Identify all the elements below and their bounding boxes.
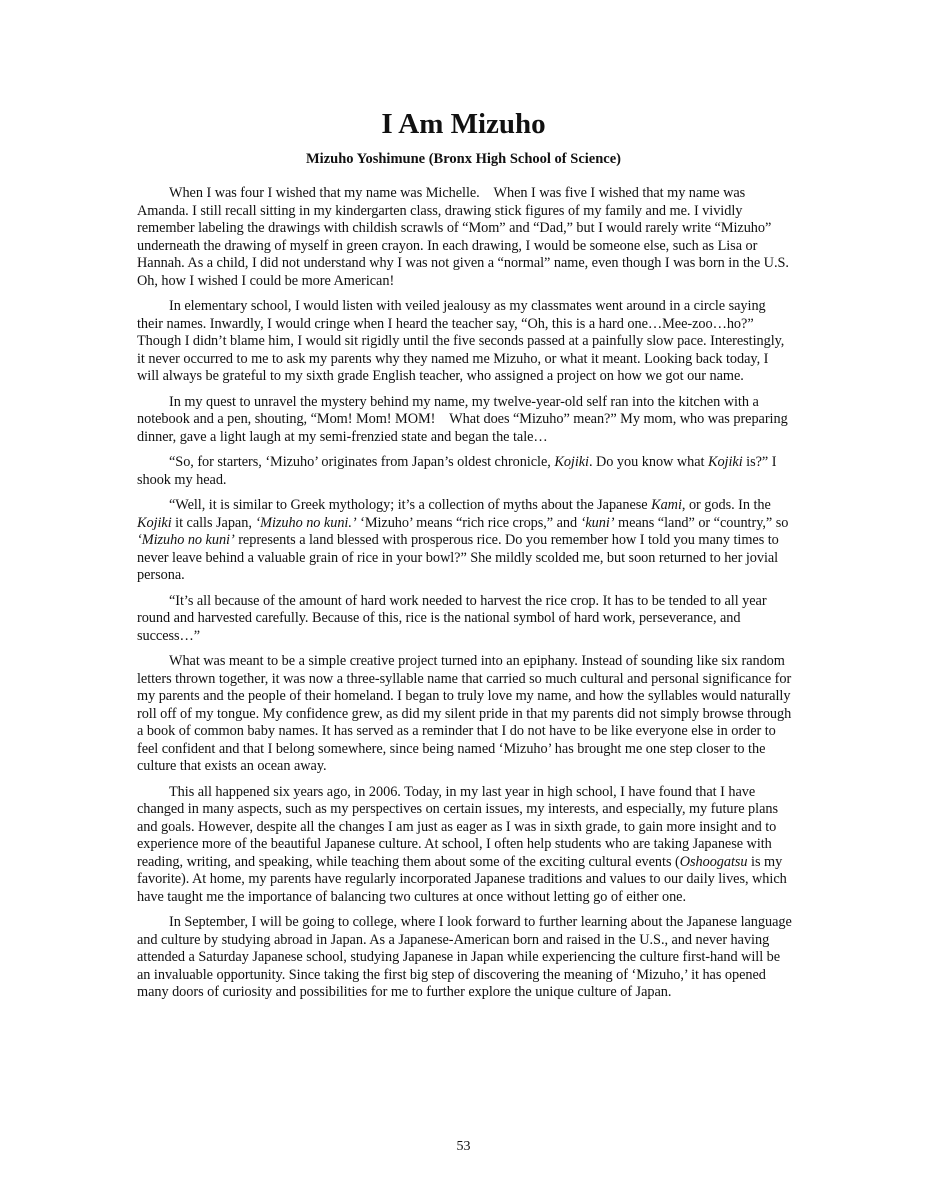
page-number: 53	[456, 1139, 471, 1154]
text-run: . Do you know what	[588, 454, 708, 470]
text-run: “It’s all because of the amount of hard work needed to harvest the rice crop. It has to be tended to all year round and harvested carefully. Because of this, rice is the national symbol of hard work, perseverance, and success…”	[137, 592, 767, 644]
text-run: means “land” or “country,” so	[614, 514, 789, 531]
italic-text-run: Kojiki	[707, 454, 743, 470]
paragraph-7	[137, 653, 792, 776]
italic-text-run: Kami	[651, 497, 682, 513]
italic-text-run: Kojiki	[554, 454, 589, 470]
italic-text-run: ‘Mizuho no kuni’	[137, 532, 235, 548]
text-run: This all happened six years ago, in 2006. Today, in my last year in high school, I have found that I have changed in many aspects, such as my perspectives on certain issues, my interests, and especially, my future plans and goals. However, despite all the changes I am just as eager as I was in sixth grade, to gain more insight and to experience more of the beautiful Japanese culture. At school, I often help students who are taking Japanese with reading, writing, and speaking, while teaching them about some of the exciting cultural events (	[137, 783, 778, 870]
paragraph-4	[137, 454, 792, 489]
paragraph-3	[137, 394, 792, 447]
text-run: , or gods. In the	[681, 497, 771, 513]
italic-text-run: ‘Mizuho no kuni.’	[255, 514, 357, 531]
essay-body	[137, 185, 792, 1010]
italic-text-run: Oshoogatsu	[679, 853, 748, 870]
text-run: represents a land blessed with prosperous rice. Do you remember how I told you many times to never leave behind a valuable grain of rice in your bowl?” She mildly scolded me, but soon returned to her jovial persona.	[137, 532, 779, 583]
paragraph-1	[137, 185, 792, 290]
author-byline: Mizuho Yoshimune (Bronx High School of Science)	[306, 151, 621, 167]
text-run: “Well, it is similar to Greek mythology; it’s a collection of myths about the Japanese	[169, 497, 652, 513]
text-run: is my favorite). At home, my parents have regularly incorporated Japanese traditions and values to our daily lives, which have taught me the importance of balancing two cultures at once without letting go of either one.	[137, 853, 787, 905]
paragraph-6	[137, 593, 792, 646]
text-run: In September, I will be going to college, where I look forward to further learning about the Japanese language and culture by studying abroad in Japan. As a Japanese-American born and raised in the U.S., and never having attended a Saturday Japanese school, studying Japanese in Japan while experiencing the culture first-hand will be an invaluable opportunity. Since taking the first big step of discovering the meaning of ‘Mizuho,’ it has opened many doors of curiosity and possibilities for me to further explore the unique culture of Japan.	[137, 914, 792, 1000]
paragraph-5	[137, 497, 792, 585]
paragraph-8	[137, 784, 792, 907]
text-run: In my quest to unravel the mystery behind my name, my twelve-year-old self ran into the kitchen with a notebook and a pen, shouting, “Mom! Mom! MOM! What does “Mizuho” mean?” My mom, who was preparing dinner, gave a light laugh at my semi-frenzied state and began the tale…	[137, 393, 788, 445]
text-run: When I was four I wished that my name was Michelle. When I was five I wished that my name was Amanda. I still recall sitting in my kindergarten class, drawing stick figures of my family and me. I vividly remember labeling the drawings with childish scrawls of “Mom” and “Dad,” but I would rarely write “Mizuho” underneath the drawing of myself in green crayon. In each drawing, I would be someone else, such as Lisa or Hannah. As a child, I did not understand why I was not given a “normal” name, even though I was born in the U.S. Oh, how I wished I could be more American!	[137, 185, 789, 289]
paragraph-9	[137, 914, 792, 1002]
text-run: “So, for starters, ‘Mizuho’ originates from Japan’s oldest chronicle,	[169, 454, 555, 470]
text-run: it calls Japan,	[171, 514, 256, 531]
italic-text-run: Kojiki	[137, 514, 172, 531]
text-run: ‘Mizuho’ means “rich rice crops,” and	[356, 514, 581, 531]
text-run: is?” I shook my head.	[137, 454, 777, 488]
essay-title: I Am Mizuho	[381, 108, 546, 140]
paragraph-2	[137, 298, 792, 386]
italic-text-run: ‘kuni’	[580, 514, 615, 531]
text-run: In elementary school, I would listen with veiled jealousy as my classmates went around in a circle saying their names. Inwardly, I would cringe when I heard the teacher say, “Oh, this is a hard one…Mee-zoo…ho?” Though I didn’t blame him, I would sit rigidly until the five seconds passed at a painfully slow pace. Interestingly, it never occurred to me to ask my parents why they named me Mizuho, or what it meant. Looking back today, I will always be grateful to my sixth grade English teacher, who assigned a project on how we got our name.	[137, 298, 785, 384]
text-run: What was meant to be a simple creative project turned into an epiphany. Instead of sounding like six random letters thrown together, it was now a three-syllable name that carried so much cultural and personal significance for my parents and the people of their homeland. I began to truly love my name, and how the syllables would naturally roll off of my tongue. My confidence grew, as did my silent pride in that my parents did not simply browse through a book of common baby names. It has served as a reminder that I do not have to be like everyone else in order to feel confident and that I belong somewhere, since being named ‘Mizuho’ has brought me one step closer to the culture that exists an ocean away.	[137, 653, 792, 774]
